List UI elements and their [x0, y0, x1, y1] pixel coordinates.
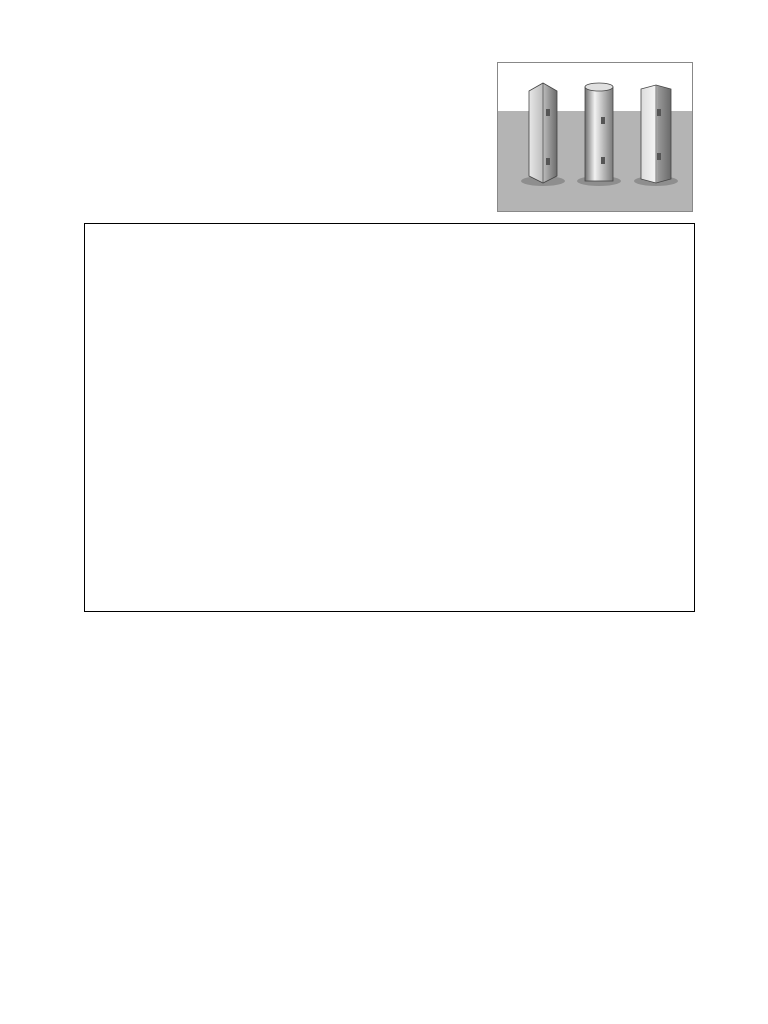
ask-me-about-box — [84, 223, 695, 612]
pillars-figure — [497, 62, 693, 212]
pillars-illustration — [498, 63, 692, 211]
